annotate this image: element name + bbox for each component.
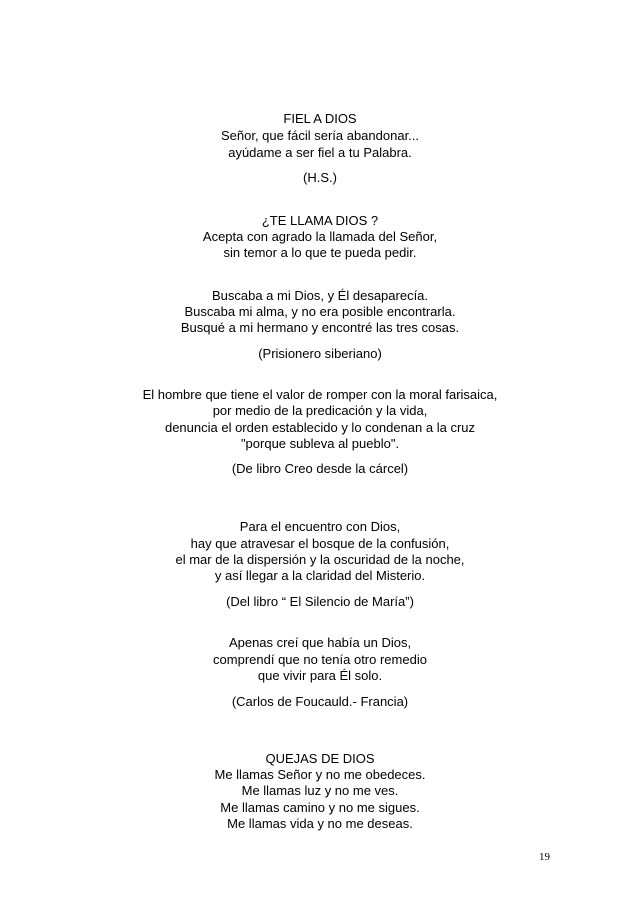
page-number: 19 bbox=[539, 851, 550, 863]
attribution: (Carlos de Foucauld.- Francia) bbox=[231, 694, 409, 709]
text-line: y así llegar a la claridad del Misterio. bbox=[214, 568, 426, 583]
attribution: (De libro Creo desde la cárcel) bbox=[231, 461, 409, 476]
text-line: Busqué a mi hermano y encontré las tres cosas. bbox=[180, 320, 460, 335]
text-line: Me llamas vida y no me deseas. bbox=[227, 816, 413, 831]
text-line: que vivir para Él solo. bbox=[257, 668, 383, 683]
text-line: El hombre que tiene el valor de romper con la moral farisaica, bbox=[142, 387, 498, 402]
text-line: Me llamas luz y no me ves. bbox=[241, 783, 399, 798]
text-line: Para el encuentro con Dios, bbox=[239, 519, 401, 534]
text-line: sin temor a lo que te pueda pedir. bbox=[223, 245, 417, 260]
text-line: Me llamas camino y no me sigues. bbox=[220, 800, 420, 815]
text-line: hay que atravesar el bosque de la confusión, bbox=[190, 536, 450, 551]
text-line: Señor, que fácil sería abandonar... bbox=[220, 128, 420, 143]
attribution: (Prisionero siberiano) bbox=[258, 346, 382, 361]
text-line: Me llamas Señor y no me obedeces. bbox=[214, 767, 426, 782]
text-line: denuncia el orden establecido y lo condenan a la cruz bbox=[164, 420, 476, 435]
text-line: Apenas creí que había un Dios, bbox=[228, 635, 412, 650]
title-fiel-a-dios: FIEL A DIOS bbox=[283, 111, 357, 126]
attribution: (H.S.) bbox=[303, 170, 337, 185]
title-te-llama-dios: ¿TE LLAMA DIOS ? bbox=[261, 213, 379, 228]
title-quejas-de-dios: QUEJAS DE DIOS bbox=[265, 751, 375, 766]
text-line: ayúdame a ser fiel a tu Palabra. bbox=[228, 145, 412, 160]
text-line: comprendí que no tenía otro remedio bbox=[213, 652, 427, 667]
text-line: el mar de la dispersión y la oscuridad de la noche, bbox=[175, 552, 465, 567]
attribution: (Del libro “ El Silencio de María”) bbox=[226, 594, 414, 609]
text-line: Acepta con agrado la llamada del Señor, bbox=[202, 229, 438, 244]
text-line: por medio de la predicación y la vida, bbox=[212, 403, 428, 418]
text-line: Buscaba mi alma, y no era posible encontrarla. bbox=[184, 304, 456, 319]
text-line: Buscaba a mi Dios, y Él desaparecía. bbox=[211, 288, 429, 303]
text-line: "porque subleva al pueblo". bbox=[240, 436, 400, 451]
